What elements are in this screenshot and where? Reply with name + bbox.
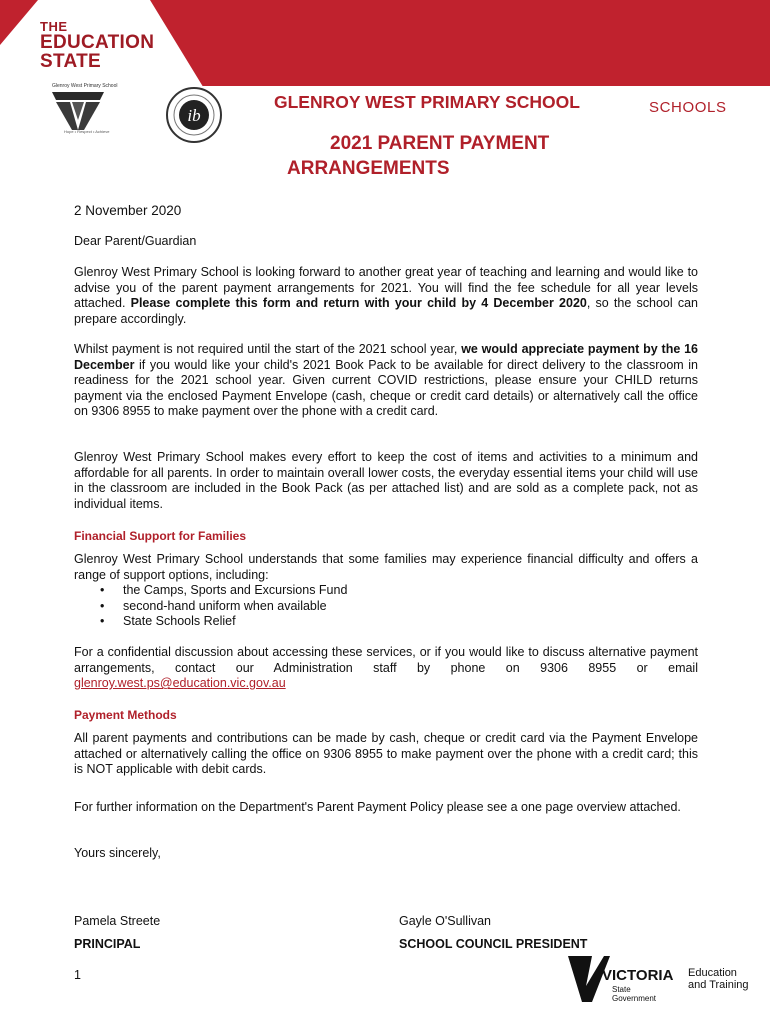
email-link[interactable]: glenroy.west.ps@education.vic.gov.au: [74, 676, 286, 691]
school-logo-sub: Hope • Respect • Achieve: [64, 129, 110, 134]
department-name: [688, 967, 749, 991]
paragraph-payment-timing: [74, 342, 698, 420]
p5-text: For a confidential discussion about accessing these services, or if you would like to discuss alternative payment arrangements, contact our Administration staff by phone on 9306 8955 or email: [74, 645, 698, 675]
p1-text-b: , so the school can prepare accordingly.: [74, 296, 698, 326]
support-option-2: second-hand uniform when available: [123, 598, 327, 613]
paragraph-financial-support: Glenroy West Primary School understands that some families may experience financial difficulty and offers a range of support options, including:: [74, 552, 698, 582]
brand-the: THE: [40, 19, 68, 34]
page-number: 1: [74, 968, 81, 982]
victoria-government-logo: [566, 952, 676, 1004]
document-title-line2: ARRANGEMENTS: [287, 158, 450, 179]
bullet-icon: •: [100, 614, 105, 629]
brand-state: STATE: [40, 51, 101, 72]
list-item: [74, 599, 347, 615]
paragraph-payment-methods: All parent payments and contributions can be made by cash, cheque or credit card via the Payment Envelope attached or alternatively calling the office on 9306 8955 to make payment over the phone with a credit card; this is NOT applicable with debit cards.: [74, 731, 698, 777]
letter-date: 2 November 2020: [74, 203, 182, 218]
brand-education: EDUCATION: [40, 32, 155, 53]
signatory-name-president: Gayle O'Sullivan: [399, 914, 492, 928]
p1-bold: Please complete this form and return with your child by 4 December 2020: [130, 296, 587, 311]
heading-payment-methods: Payment Methods: [74, 708, 177, 722]
p2-text-a: Whilst payment is not required until the start of the 2021 school year,: [74, 342, 462, 356]
letter-closing: Yours sincerely,: [74, 846, 161, 860]
bullet-icon: •: [100, 583, 105, 597]
signatory-role-president: SCHOOL COUNCIL PRESIDENT: [399, 937, 588, 951]
schools-tag: SCHOOLS: [649, 99, 727, 116]
document-title: [287, 131, 627, 181]
paragraph-intro: [74, 265, 698, 327]
p2-text-b: if you would like your child's 2021 Book Pack to be available for direct delivery to the classroom in readiness for the 2021 school year. Given current COVID restrictions, please ensure your CHILD returns payment via the enclosed Payment Envelope (cash, cheque or credit card details) or alternatively call the office on 9306 8955 to make payment over the phone with a credit card.: [74, 357, 698, 419]
letter-greeting: Dear Parent/Guardian: [74, 234, 197, 248]
vic-word: VICTORIA: [602, 967, 674, 984]
ib-logo: [165, 86, 223, 144]
vic-sub-1: State: [612, 985, 631, 994]
support-options-list: [74, 583, 347, 630]
school-name-heading: GLENROY WEST PRIMARY SCHOOL: [274, 92, 580, 112]
signatory-name-principal: Pamela Streete: [74, 914, 161, 928]
svg-text:ib: ib: [187, 106, 201, 125]
signatory-role-principal: PRINCIPAL: [74, 937, 141, 951]
dept-line-1: Education: [688, 967, 737, 979]
school-crest-logo: [50, 90, 106, 134]
support-option-3: State Schools Relief: [123, 614, 236, 629]
list-item: [74, 583, 347, 599]
paragraph-policy: For further information on the Department's Parent Payment Policy please see a one page overview attached.: [74, 800, 681, 814]
p2-bold: we would appreciate payment by the 16 December: [74, 342, 699, 372]
p1-text-a: Glenroy West Primary School is looking forward to another great year of teaching and learning and would like to advise you of the parent payment arrangements for 2021. You will find the fee schedule for all year levels attached.: [74, 265, 698, 311]
document-title-line1: 2021 PARENT PAYMENT: [330, 133, 550, 154]
list-item: [74, 614, 347, 630]
heading-financial-support: Financial Support for Families: [74, 529, 247, 543]
support-option-1: the Camps, Sports and Excursions Fund: [123, 583, 348, 597]
vic-sub-2: Government: [612, 994, 657, 1003]
education-state-logo: [40, 20, 154, 71]
paragraph-costs: Glenroy West Primary School makes every effort to keep the cost of items and activities to a minimum and affordable for all parents. In order to maintain overall lower costs, the everyday essential items your child will use in the classroom are included in the Book Pack (as per attached list) and are sold as a complete pack, not as individual items.: [74, 450, 698, 511]
paragraph-contact: [74, 645, 698, 692]
dept-line-2: and Training: [688, 979, 749, 991]
school-logo-caption: Glenroy West Primary School: [52, 83, 118, 89]
bullet-icon: •: [100, 598, 105, 613]
